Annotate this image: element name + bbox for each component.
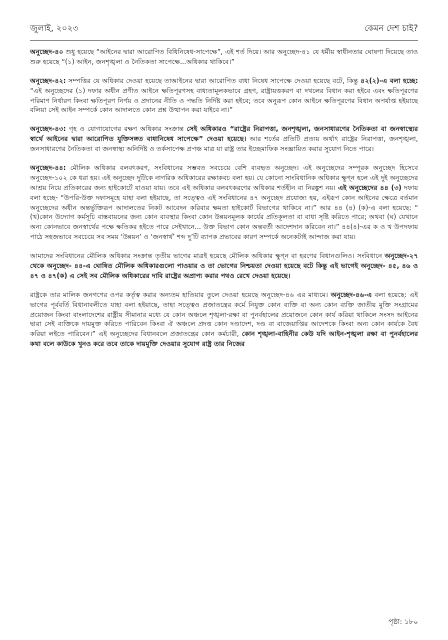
bold-text: এই অনুচ্ছেদের ৪৪ (৩) xyxy=(338,183,402,192)
paragraph xyxy=(30,48,418,68)
paragraph xyxy=(30,291,418,350)
bold-text: অনুচ্ছেদ-৪৩: xyxy=(30,125,66,134)
body-text: সম্পত্তির যে অধিকার দেওয়া হয়েছে তাআইনের দ্বারা আরোপিত বাধা নিষেধ সাপেক্ষে দেওয়া হয়েছে বটে, কিন্তু xyxy=(65,76,361,85)
page-footer xyxy=(388,616,418,628)
bold-text: অনুচ্ছেদ-৪৪: xyxy=(30,164,66,173)
paragraph xyxy=(30,77,418,117)
body-text: আমাদের সংবিধানের মৌলিক অধিকার সংক্রান্ত তৃতীয় ভাগের মাত্রই হয়েছে মৌলিক অধিকার ক্ষুণ্ন বা হরণের বিধানগুলিও। সংবিধানে xyxy=(30,252,385,261)
header-date: জুলাই, ২০২৩ xyxy=(30,24,79,34)
paragraph xyxy=(30,125,418,155)
body-text: “এই অনুচ্ছেদের (১) দফার অধীন প্রণীত আইনে ক্ষতিপূরণসহ বাধ্যতামূলকভাবে গ্রহণ, রাষ্ট্রায়ত্তকরণ বা দখলের বিধান করা হইবে এবং ক্ষতিপূরণের পরিমাণ নির্ধারণ কিংবা ক্ষতিপূরণ নির্ণয় ও প্রদানের নীতি ও পদ্ধতি নির্দিষ্ট করা হইবে; তবে অনুরূপ কোন আইনে ক্ষতিপূরণের বিধান অপর্যাপ্ত হইয়াছে বলিয়া সেই আইন সম্পর্কে কোন আদালতে কোন প্রশ্ন উত্থাপন করা যাইবে না।” xyxy=(30,86,418,115)
bold-text: অনুচ্ছেদ-২৭ থেকে অনুচ্ছেদ- ৪৪-এ ঘোষিত মৌলিক অধিকারগুলো পাওয়ার ও তা ভোগের নিশ্চয়তা দেওয়া হয়েছে বটে কিন্তু এই ভাগেই অনুচ্ছেদ- ৪৫, ৪৬ ও ৪৭ ও ৪৭(ক) এ সেই সব মৌলিক অধিকারের দাবি রাষ্ট্রের অপ্রাপ্য করার পথও রেখে দেওয়া হয়েছে। xyxy=(30,252,418,280)
body-text: শুধু হয়েছে “আইনের দ্বারা আরোপিত বিধিনিষেধ-সাপেক্ষে”, এই শর্ত দিয়ে। আর অনুচ্ছেদ-৪১ যে ধর্মীয় স্বাধীনতার ঘোষণা দিয়েছে তাও শুরু হয়েছে “(১) আইন, জনশৃঙ্খলা ও নৈতিকতা সাপেক্ষে...অধিকার থাকিবে।” xyxy=(30,48,418,66)
header-divider xyxy=(30,40,418,41)
paragraph xyxy=(30,252,418,282)
page-header xyxy=(30,16,418,36)
body-text: মৌলিক অধিকার বলবৎকরণ, সংবিধানের সম্ভবত সবচেয়ে বেশি ব্যবহৃত অনুচ্ছেদ। এই অনুচ্ছেদের সম্পূরক অনুচ্ছেদ হিসেবে অনুচ্ছেদ-১০২ কে ধরা হয়। এই অনুচ্ছেদ দুটিকে নাগরিক অধিকারের রক্ষাকবচ বলা হয়। যে কোনো সাংবিধানিক অধিকার ক্ষুণ্ন হলে এই দুই অনুচ্ছেদের আশ্রয় নিয়ে প্রতিকারের জন্য হাইকোর্টে যাওয়া যায়। তবে এই অধিকার বলবৎকরণের অধিকার শর্তহীন বা নিরঙ্কুশ নয়। xyxy=(30,164,418,192)
page-number: পৃষ্ঠা: ১৮০ xyxy=(388,618,418,626)
bold-text: অনুচ্ছেদ-৪৬-এ xyxy=(330,290,372,299)
body-text: বলা হয়েছে: এই ভাগের পূর্ববর্তি বিধানাবলীতে যাহা বলা হইয়াছে, তাহা সত্ত্বেও প্রজাতন্ত্রের কর্মে নিযুক্ত কোন ব্যক্তি বা অন্য কোন ব্যক্তি জাতীয় মুক্তি সংগ্রামের প্রয়োজন কিংবা বাংলাদেশের রাষ্ট্রীয় সীমানার মধ্যে যে কোন অঞ্চলে শৃঙ্খলা-রক্ষা বা পুনর্বহালের প্রয়োজনে কোন কার্য করিয়া থাকিলে সংসদ আইনের দ্বারা সেই ব্যক্তিকে দায়মুক্ত করিতে পারিবেন কিংবা ঐ অঞ্চলে প্রদত্ত কোন দণ্ডাদেশ, দণ্ড বা বাজেয়াপ্তির আদেশকে কিংবা অন্য কোন কার্যকে বৈধ করিয়া লইতে পারিবেন।” এই অনুচ্ছেদের বিধানবলে প্রজাতন্ত্রের কোন কর্মচারী, xyxy=(30,290,418,339)
body-text: দফায় বলা হচ্ছে- “উপরি-উক্ত দফাসমূহে যাহা বলা হইয়াছে, তা সত্ত্বেও এই সংবিধানের ৪৭ অনুচ্ছেদ প্রযোজ্য হয়, এইরূপ কোন আইনের ক্ষেত্রে বর্তমান অনুচ্ছেদের অধীন অন্তর্ভুক্তিরূপ আদালতের নিকট আবেদন করিবার ক্ষমতা হাইকোর্ট বিভাগের থাকিবে না।” আর ৪৪ (৪) (ক)-এ বলা হয়েছে: “ (খ)কোন উদ্যোগ কর্মসূচি বাস্তবায়নের জন্য কোন ব্যবস্থার কিংবা কোন উন্নয়নমূলক কার্যের প্রতিকূলতা বা বাধা সৃষ্টি করিতে পারে; অথবা (ঘ) যেখানে অন্য কোনভাবে জনস্বার্থের পক্ষে ক্ষতিকর হইতে পারে সেইখানে... উক্ত বিভাগ কোন অন্তবর্তী আদেশদান করিবেন না।” ৪৪(৪)-এর ক ও খ উপদফায় পাঠে সহজভাবে সবচেয়ে সব সময় ‘উন্নয়ন’ ও ‘জনস্বার্থ’ শব্দ দু’টি ব্যাপক প্রভাবের কারণ সম্পর্কে অনেকটাই আন্দাজ করা যায়। xyxy=(30,183,418,242)
body-text: আর শর্তের প্রতিটি প্রত্যয় অর্থাৎ রাষ্ট্রের নিরাপত্তা, জনশৃঙ্খলা, জনসাধারণের নৈতিকতা বা জনস্বাস্থ্য অনির্দিষ্ট ও তর্কসাপেক্ষ প্রপঞ্চ মাত্র যা রাষ্ট্র তার ইচ্ছেমাফিক সংজ্ঞায়িত করার সুযোগ নিতে পারে। xyxy=(30,135,418,154)
header-title: কেমন দেশ চাই? xyxy=(364,24,418,34)
paragraph xyxy=(30,164,418,243)
bold-text: অনুচ্ছেদ-৪২: xyxy=(30,76,66,85)
bold-text: সেই অধিকারও “রাষ্ট্রের নিরাপত্তা, জনশৃঙ্খলা, জনসাধারণের নৈতিকতা বা জনস্বাস্থ্যের স্বার্থে আইনের দ্বারা আরোপিত যুক্তিসঙ্গত বাধানিষেধ সাপেক্ষে” দেওয়া হয়েছে। xyxy=(30,125,419,144)
bold-text: কোন শৃঙ্খলা-বাহিনীর কেউ যদি আইন-শৃঙ্খলা রক্ষা বা পুনর্বহালের কথা বলে কাউকে খুনও করে তবে তাকে দায়মুক্তি দেওয়ার সুযোগ রাষ্ট্র তার নিজের xyxy=(30,330,419,349)
bold-text: ৪২(২)-এ বলা হচ্ছে: xyxy=(360,76,418,85)
body-text: গৃহ ও যোগাযোগের রক্ষণ অধিকার সংক্রান্ত xyxy=(65,125,187,134)
body-text: রাষ্ট্রকে তার মালিক জনগণের ওপর কর্তৃত্ব করার অন্যতম হাতিয়ার তুলে দেওয়া হয়েছে অনুচ্ছেদ-৪৬ এর মাধ্যমে। xyxy=(30,290,331,299)
article-body xyxy=(30,48,418,359)
bold-text: অনুচ্ছেদ-৪০ xyxy=(30,48,64,56)
